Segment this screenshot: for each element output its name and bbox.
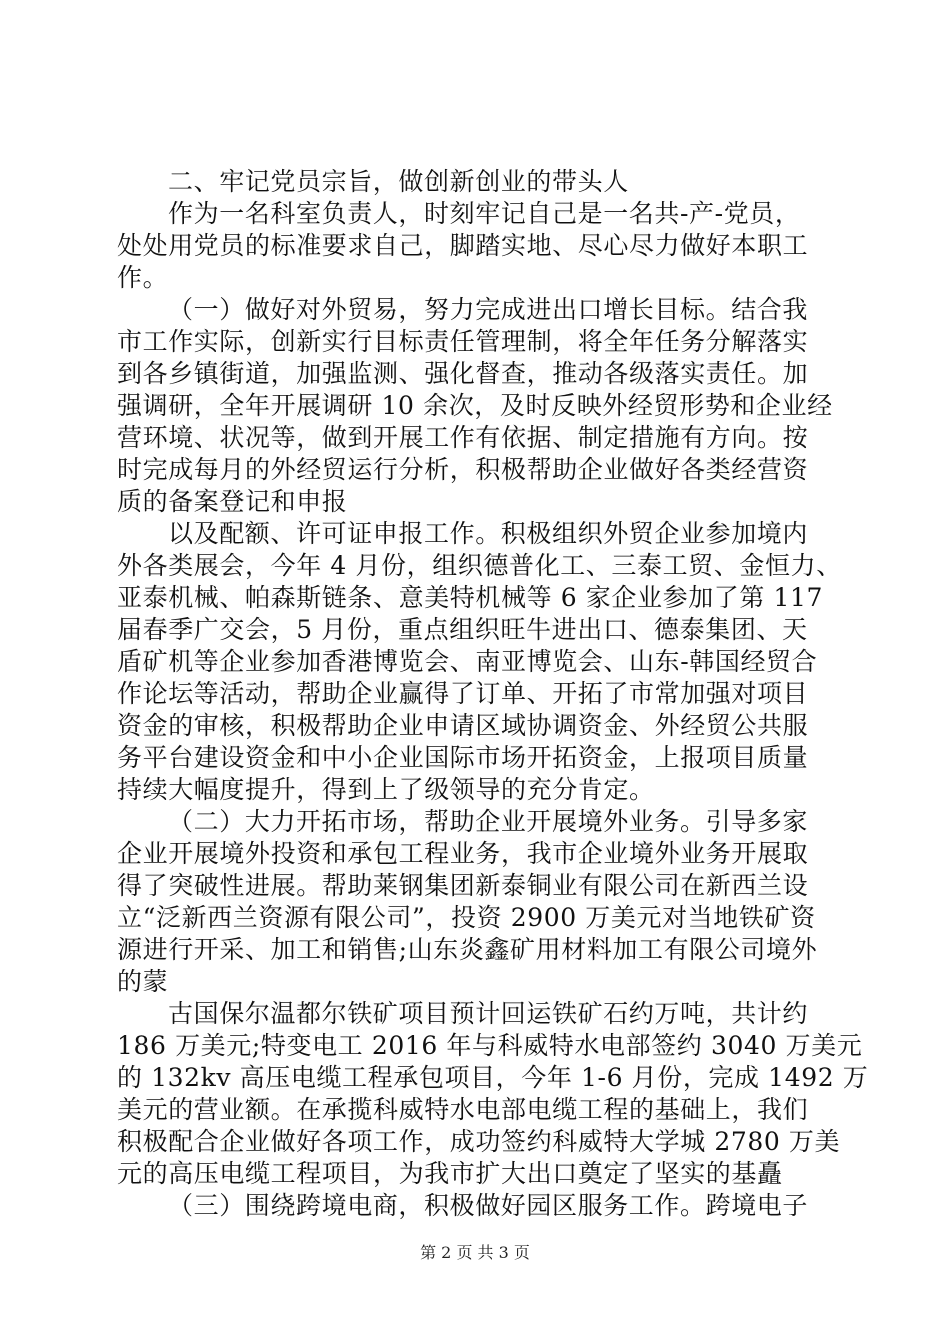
body-text-line: 时完成每月的外经贸运行分析，积极帮助企业做好各类经营资 [117,455,809,484]
body-text-line: 作论坛等活动，帮助企业赢得了订单、开拓了市常加强对项目 [117,679,809,708]
body-text-line: 外各类展会，今年 4 月份，组织德普化工、三泰工贸、金恒力、 [117,551,842,580]
body-text-line: 立“泛新西兰资源有限公司”，投资 2900 万美元对当地铁矿资 [117,903,816,932]
body-text-line: 务平台建设资金和中小企业国际市场开拓资金，上报项目质量 [117,743,809,772]
body-text-line: （一）做好对外贸易，努力完成进出口增长目标。结合我 [168,295,809,324]
body-text-line: 的 132kv 高压电缆工程承包项目，今年 1-6 月份，完成 1492 万 [117,1063,869,1092]
body-text-line: 古国保尔温都尔铁矿项目预计回运铁矿石约万吨，共计约 [168,999,809,1028]
body-text-line: 源进行开采、加工和销售;山东炎鑫矿用材料加工有限公司境外 [117,935,818,964]
body-text-line: 强调研，全年开展调研 10 余次，及时反映外经贸形势和企业经 [117,391,833,420]
section-heading: 二、牢记党员宗旨，做创新创业的带头人 [168,167,629,196]
body-text-line: （三）围绕跨境电商，积极做好园区服务工作。跨境电子 [168,1191,809,1220]
body-text-line: 营环境、状况等，做到开展工作有依据、制定措施有方向。按 [117,423,809,452]
body-text-line: 持续大幅度提升，得到上了级领导的充分肯定。 [117,775,655,804]
body-text-line: 186 万美元;特变电工 2016 年与科威特水电部签约 3040 万美元 [117,1031,863,1060]
body-text-line: 市工作实际，创新实行目标责任管理制，将全年任务分解落实 [117,327,809,356]
body-text-line: 作。 [117,263,169,292]
body-text-line: 企业开展境外投资和承包工程业务，我市企业境外业务开展取 [117,839,809,868]
body-text-line: 作为一名科室负责人，时刻牢记自己是一名共-产-党员， [168,199,801,228]
body-text-line: 届春季广交会，5 月份，重点组织旺牛进出口、德泰集团、天 [117,615,808,644]
body-text-line: 的蒙 [117,967,169,996]
body-text-line: （二）大力开拓市场，帮助企业开展境外业务。引导多家 [168,807,809,836]
body-text-line: 积极配合企业做好各项工作，成功签约科威特大学城 2780 万美 [117,1127,841,1156]
body-text-line: 盾矿机等企业参加香港博览会、南亚博览会、山东-韩国经贸合 [117,647,818,676]
body-text-line: 亚泰机械、帕森斯链条、意美特机械等 6 家企业参加了第 117 [117,583,824,612]
body-text-line: 美元的营业额。在承揽科威特水电部电缆工程的基础上，我们 [117,1095,809,1124]
body-text-line: 到各乡镇街道，加强监测、强化督查，推动各级落实责任。加 [117,359,809,388]
page-footer: 第 2 页 共 3 页 [420,1243,530,1262]
body-text-line: 资金的审核，积极帮助企业申请区域协调资金、外经贸公共服 [117,711,809,740]
body-text-line: 得了突破性进展。帮助莱钢集团新泰铜业有限公司在新西兰设 [117,871,809,900]
body-text-line: 以及配额、许可证申报工作。积极组织外贸企业参加境内 [168,519,809,548]
body-text-line: 质的备案登记和申报 [117,487,348,516]
body-text-line: 元的高压电缆工程项目，为我市扩大出口奠定了坚实的基矗 [117,1159,783,1188]
body-text-line: 处处用党员的标准要求自己，脚踏实地、尽心尽力做好本职工 [117,231,809,260]
